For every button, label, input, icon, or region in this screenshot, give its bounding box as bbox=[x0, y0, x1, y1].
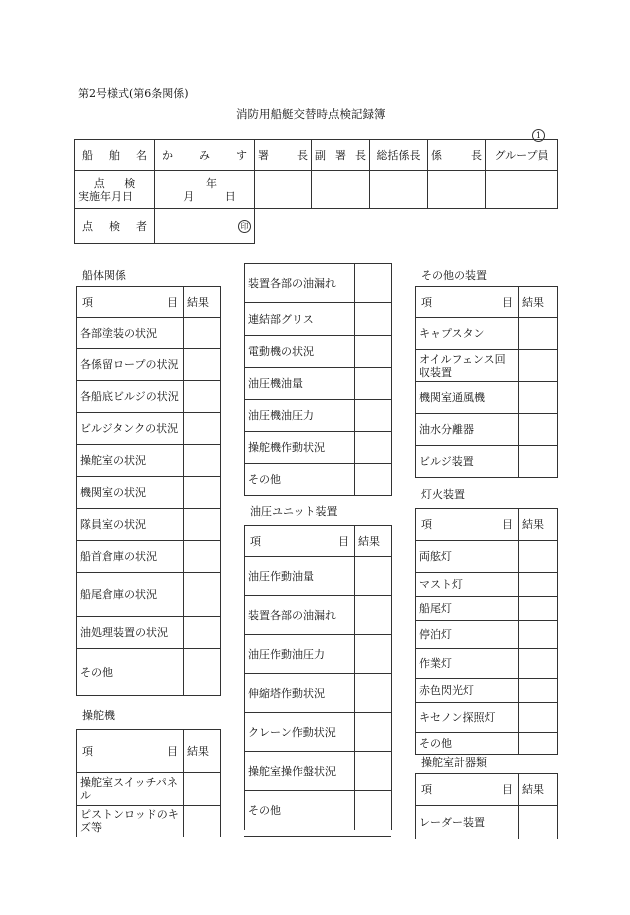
result-cell[interactable] bbox=[355, 557, 392, 596]
list-item: 船尾倉庫の状況 bbox=[77, 573, 184, 617]
result-cell[interactable] bbox=[355, 400, 392, 432]
form-number: 第2号様式(第6条関係) bbox=[78, 87, 189, 100]
ship-name-label: 船 舶 名 bbox=[75, 140, 155, 171]
result-cell[interactable] bbox=[519, 621, 558, 649]
list-item: 隊員室の状況 bbox=[77, 509, 184, 541]
seal-cell-section[interactable] bbox=[428, 171, 486, 209]
result-cell[interactable] bbox=[355, 635, 392, 674]
list-item: 機関室通風機 bbox=[416, 382, 519, 414]
result-cell[interactable] bbox=[184, 349, 221, 381]
hull-section-title: 船体関係 bbox=[82, 269, 126, 282]
inspector-value[interactable] bbox=[155, 209, 255, 244]
result-cell[interactable] bbox=[355, 674, 392, 713]
list-item: ビルジ装置 bbox=[416, 446, 519, 478]
list-item: 操舵室操作盤状況 bbox=[245, 752, 355, 791]
list-item: 連結部グリス bbox=[245, 303, 355, 336]
result-cell[interactable] bbox=[184, 617, 221, 649]
result-cell[interactable] bbox=[519, 703, 558, 733]
seal-cell-deputy[interactable] bbox=[312, 171, 370, 209]
col-header-result: 結果 bbox=[519, 287, 558, 318]
list-item: 各部塗装の状況 bbox=[77, 318, 184, 349]
page-number: 1 bbox=[532, 129, 545, 142]
seal-cell-general[interactable] bbox=[370, 171, 428, 209]
result-cell[interactable] bbox=[184, 541, 221, 573]
result-cell[interactable] bbox=[355, 596, 392, 635]
list-item: その他 bbox=[245, 791, 355, 830]
col-header-result: 結果 bbox=[519, 774, 558, 806]
list-item: レーダー装置 bbox=[416, 806, 519, 839]
result-cell[interactable] bbox=[184, 806, 221, 837]
instruments-table bbox=[415, 773, 558, 839]
ship-name-value: か み す bbox=[155, 140, 255, 171]
list-item: 油水分離器 bbox=[416, 414, 519, 446]
list-item: 油処理装置の状況 bbox=[77, 617, 184, 649]
list-item: 操舵機作動状況 bbox=[245, 432, 355, 464]
list-item: 赤色閃光灯 bbox=[416, 679, 519, 703]
hydraulic-table bbox=[244, 525, 392, 830]
list-item: 船尾灯 bbox=[416, 597, 519, 621]
result-cell[interactable] bbox=[519, 733, 558, 755]
role-section-chief: 係 長 bbox=[428, 140, 486, 171]
result-cell[interactable] bbox=[519, 541, 558, 573]
col-header-result: 結果 bbox=[355, 526, 392, 557]
col-header-result: 結果 bbox=[519, 509, 558, 541]
list-item: その他 bbox=[245, 464, 355, 496]
result-cell[interactable] bbox=[184, 509, 221, 541]
result-cell[interactable] bbox=[184, 477, 221, 509]
result-cell[interactable] bbox=[519, 679, 558, 703]
list-item: 装置各部の油漏れ bbox=[245, 264, 355, 303]
role-deputy-chief: 副 署 長 bbox=[312, 140, 370, 171]
col-header-result: 結果 bbox=[184, 287, 221, 318]
steering-section-title: 操舵機 bbox=[82, 709, 115, 722]
seal-cell-group[interactable] bbox=[486, 171, 558, 209]
col-header-item: 項 目 bbox=[416, 509, 519, 541]
list-item: 両舷灯 bbox=[416, 541, 519, 573]
date-label: 点 検 実施年月日 bbox=[75, 171, 155, 209]
header-table bbox=[74, 139, 558, 244]
result-cell[interactable] bbox=[184, 381, 221, 413]
result-cell[interactable] bbox=[355, 303, 392, 336]
result-cell[interactable] bbox=[355, 264, 392, 303]
result-cell[interactable] bbox=[519, 649, 558, 679]
list-item: クレーン作動状況 bbox=[245, 713, 355, 752]
col-header-result: 結果 bbox=[184, 730, 221, 773]
list-item: 伸縮塔作動状況 bbox=[245, 674, 355, 713]
list-item: 電動機の状況 bbox=[245, 336, 355, 368]
list-item: 機関室の状況 bbox=[77, 477, 184, 509]
result-cell[interactable] bbox=[355, 752, 392, 791]
list-item: 停泊灯 bbox=[416, 621, 519, 649]
result-cell[interactable] bbox=[519, 414, 558, 446]
result-cell[interactable] bbox=[355, 464, 392, 496]
lights-table bbox=[415, 508, 558, 755]
col-header-item: 項 目 bbox=[416, 774, 519, 806]
result-cell[interactable] bbox=[519, 318, 558, 350]
list-item: 操舵室の状況 bbox=[77, 445, 184, 477]
list-item: 油圧機油量 bbox=[245, 368, 355, 400]
result-cell[interactable] bbox=[355, 432, 392, 464]
result-cell[interactable] bbox=[355, 336, 392, 368]
list-item: 各船底ビルジの状況 bbox=[77, 381, 184, 413]
divider bbox=[244, 836, 391, 837]
seal-mark: 印 bbox=[238, 220, 251, 233]
list-item: キャプスタン bbox=[416, 318, 519, 350]
list-item: キセノン探照灯 bbox=[416, 703, 519, 733]
result-cell[interactable] bbox=[184, 773, 221, 806]
list-item: 操舵室スイッチパネル bbox=[77, 773, 184, 806]
lights-section-title: 灯火装置 bbox=[421, 488, 465, 501]
list-item: 装置各部の油漏れ bbox=[245, 596, 355, 635]
col-header-item: 項 目 bbox=[416, 287, 519, 318]
result-cell[interactable] bbox=[519, 350, 558, 382]
result-cell[interactable] bbox=[519, 446, 558, 478]
list-item: 油圧機油圧力 bbox=[245, 400, 355, 432]
result-cell[interactable] bbox=[519, 382, 558, 414]
seal-cell-chief[interactable] bbox=[255, 171, 312, 209]
other-equipment-table bbox=[415, 286, 558, 478]
hydraulic-section-title: 油圧ユニット装置 bbox=[250, 505, 338, 518]
list-item: 船首倉庫の状況 bbox=[77, 541, 184, 573]
list-item: 各係留ロープの状況 bbox=[77, 349, 184, 381]
result-cell[interactable] bbox=[519, 806, 558, 839]
list-item: オイルフェンス回収装置 bbox=[416, 350, 519, 382]
result-cell[interactable] bbox=[355, 713, 392, 752]
result-cell[interactable] bbox=[184, 649, 221, 696]
result-cell[interactable] bbox=[184, 413, 221, 445]
result-cell[interactable] bbox=[184, 445, 221, 477]
other-equipment-section-title: その他の装置 bbox=[421, 269, 487, 282]
col-header-item: 項 目 bbox=[245, 526, 355, 557]
inspector-label: 点 検 者 bbox=[75, 209, 155, 244]
result-cell[interactable] bbox=[184, 318, 221, 349]
list-item: 油圧作動油量 bbox=[245, 557, 355, 596]
result-cell[interactable] bbox=[519, 597, 558, 621]
col-header-item: 項 目 bbox=[77, 287, 184, 318]
list-item: マスト灯 bbox=[416, 573, 519, 597]
document-title: 消防用船艇交替時点検記録簿 bbox=[236, 107, 386, 121]
role-group-member: グループ員 bbox=[486, 140, 558, 171]
list-item: ピストンロッドのキズ等 bbox=[77, 806, 184, 837]
middle-top-table bbox=[244, 263, 392, 496]
date-value[interactable]: 年 月 日 bbox=[155, 171, 255, 209]
role-chief: 署 長 bbox=[255, 140, 312, 171]
list-item: 作業灯 bbox=[416, 649, 519, 679]
col-header-item: 項 目 bbox=[77, 730, 184, 773]
list-item: ビルジタンクの状況 bbox=[77, 413, 184, 445]
instruments-section-title: 操舵室計器類 bbox=[421, 756, 487, 769]
result-cell[interactable] bbox=[355, 791, 392, 830]
result-cell[interactable] bbox=[355, 368, 392, 400]
list-item: 油圧作動油圧力 bbox=[245, 635, 355, 674]
result-cell[interactable] bbox=[519, 573, 558, 597]
role-general-section-chief: 総括係長 bbox=[370, 140, 428, 171]
steering-table bbox=[76, 729, 221, 837]
hull-table bbox=[76, 286, 221, 696]
result-cell[interactable] bbox=[184, 573, 221, 617]
list-item: その他 bbox=[416, 733, 519, 755]
list-item: その他 bbox=[77, 649, 184, 696]
